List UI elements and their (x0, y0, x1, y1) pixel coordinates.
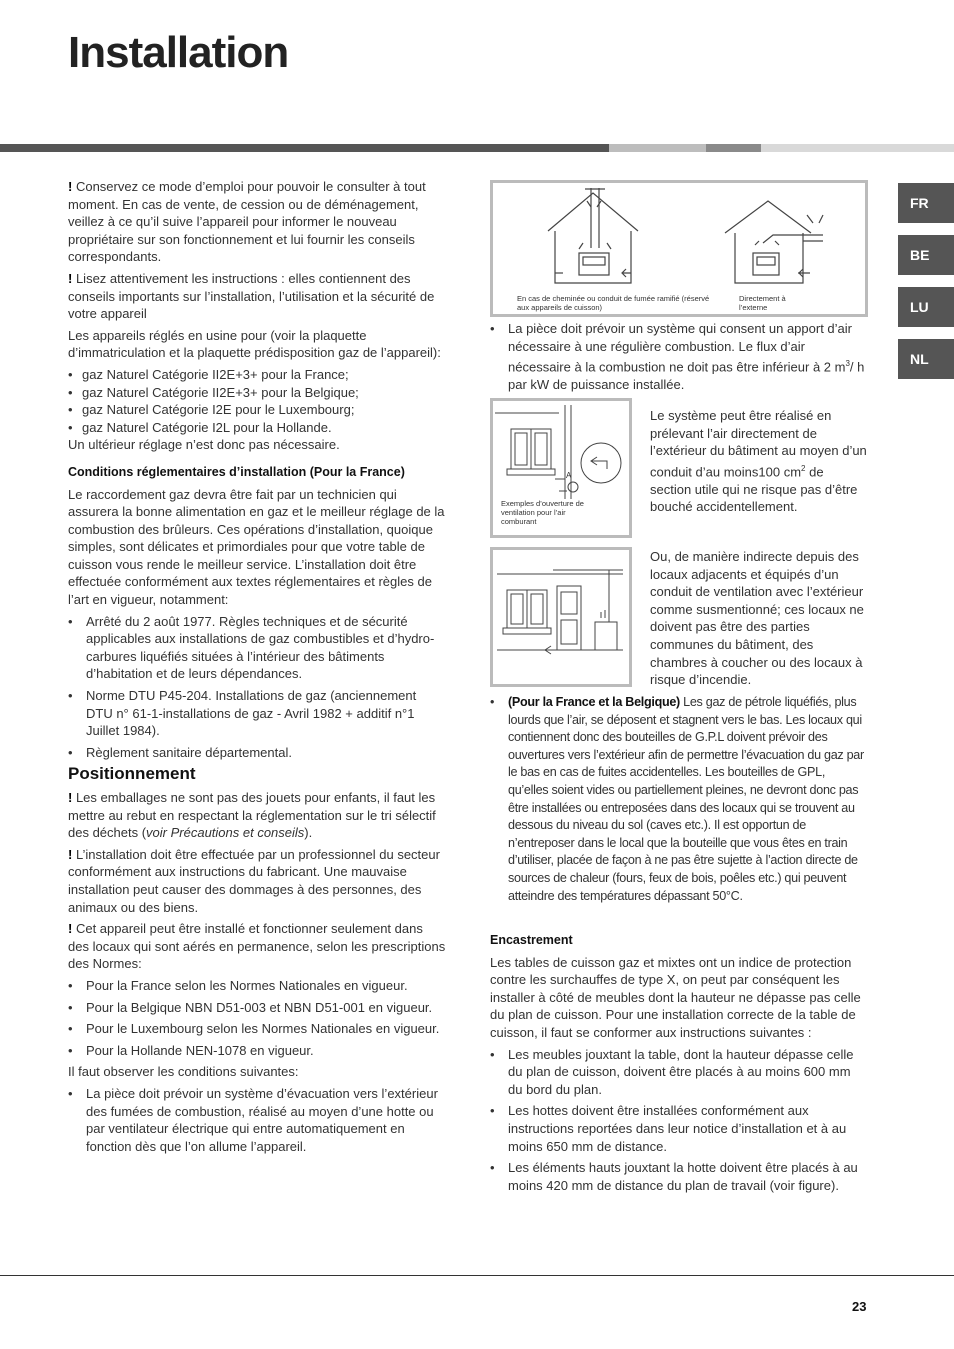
paragraph: ! Les emballages ne sont pas des jouets pour enfants, il faut les mettre au rebut en respectant la réglementation sur le tri sélectif des déchets (voir Précautions et conseils). (68, 790, 436, 841)
list-item: • Règlement sanitaire départemental. (68, 744, 446, 762)
warning-mark: ! (68, 846, 73, 862)
paragraph: Les appareils réglés en usine pour (voir la plaquette d’immatriculation et la plaquette prédisposition gaz de l’appareil): (68, 327, 441, 361)
list-item: • La pièce doit prévoir un système d’évacuation vers l’extérieur des fumées de combustion, réalisé au moyen d’une hotte ou par ventilateur électrique qui entre automatiquement en fonction dès que l’on allume l’appareil. (68, 1085, 446, 1155)
paragraph: ! Cet appareil peut être installé et fonctionner seulement dans des locaux qui sont aérés en permanence, selon les prescriptions des Normes: (68, 921, 446, 972)
language-tab-fr[interactable]: FR (898, 183, 954, 223)
paragraph: Les tables de cuisson gaz et mixtes ont un indice de protection contre les surchauffes de type X, on peut par conséquent les installer à côté de meubles dont la hauteur ne dépasse pas celle du plan de cuisson. Pour une installation correcte de la table de cuisson, il faut se conformer aux instructions suivantes : (490, 954, 861, 1040)
header-rule (609, 144, 706, 152)
gpl-list (490, 694, 868, 905)
figure-ventilation-opening (490, 398, 632, 538)
paragraph: ! Conservez ce mode d’emploi pour pouvoir le consulter à tout moment. En cas de vente, de cession ou de déménagement, veillez à ce qu’il suive l’appareil pour informer le nouveau propriétaire sur son fonctionnement et lui fournir les conseils correspondants. (68, 179, 426, 265)
list-item: • Arrêté du 2 août 1977. Règles techniques et de sécurité applicables aux installations de gaz combustibles et d’hydro-carbures liquéfiés situées à l’intérieur des bâtiments d’habitation et de leurs dépendances. (68, 613, 446, 683)
list-item: • gaz Naturel Catégorie II2E+3+ pour la France; (68, 366, 446, 384)
warning-mark: ! (68, 790, 73, 805)
list-item: • Les meubles jouxtant la table, dont la hauteur dépasse celle du plan de cuisson, doivent être placés à au moins 600 mm du bord du plan. (490, 1046, 868, 1099)
encastrement-list (490, 1046, 868, 1195)
list-item: • Pour le Luxembourg selon les Normes Nationales en vigueur. (68, 1020, 446, 1038)
air-supply-text (490, 320, 868, 398)
page-number: 23 (852, 1299, 867, 1314)
encastrement-section (490, 932, 868, 1198)
figure-caption: Exemples d’ouverture de ventilation pour l’air comburant (501, 499, 584, 526)
header-rule (0, 144, 609, 152)
warning-mark: ! (68, 270, 73, 286)
figure-chimney-ventilation (490, 180, 868, 317)
list-item: • Pour la France selon les Normes Nationales en vigueur. (68, 977, 446, 995)
figure-caption: Directement à l’externe (739, 294, 786, 312)
footer-rule (0, 1275, 954, 1276)
header-rule (761, 144, 954, 152)
figure-caption: En cas de cheminée ou conduit de fumée ramifié (réservé aux appareils de cuisson) (517, 294, 710, 312)
figure-adjacent-room (490, 547, 632, 687)
norms-list (68, 977, 446, 1059)
paragraph: Il faut observer les conditions suivantes: (68, 1064, 299, 1080)
list-item: • La pièce doit prévoir un système qui consent un apport d’air nécessaire à une régulière combustion. Le flux d’air nécessaire à la combustion ne doit pas être inférieur à 2 $m^3/$ h par kW de puissance installée. (490, 320, 868, 394)
left-column (68, 178, 446, 1159)
side-text: Ou, de manière indirecte depuis des locaux adjacents et équipés d’un conduit de ventilation avec l’extérieur comme susmentionné; ces locaux ne doivent pas être des parties communes du bâtiment, des chambres à coucher ou des locaux à risque d’incendie. (650, 549, 864, 688)
warning-mark: ! (68, 179, 73, 194)
language-tab-lu[interactable]: LU (898, 287, 954, 327)
section-heading: Conditions réglementaires d’installation (Pour la France) (68, 464, 405, 479)
language-tab-nl[interactable]: NL (898, 339, 954, 379)
list-item: • Les hottes doivent être installées conformément aux instructions reportées dans leur notice d’installation et à au moins 650 mm de distance. (490, 1102, 868, 1155)
warning-mark: ! (68, 921, 73, 937)
gpl-text (490, 694, 868, 909)
rules-list (68, 613, 446, 762)
air-list (490, 320, 868, 394)
list-item: • gaz Naturel Catégorie II2E+3+ pour la Belgique; (68, 384, 446, 402)
page-title: Installation (68, 28, 289, 77)
conditions-list (68, 1085, 446, 1155)
list-item: • Norme DTU P45-204. Installations de gaz (anciennement DTU n° 61-1-installations de gaz - Avril 1982 + additif n°1 Juillet 1984). (68, 687, 446, 740)
paragraph: Le raccordement gaz devra être fait par un technicien qui assurera la bonne alimentation en gaz et le meilleur réglage de la combustion des brûleurs. Ces opérations d’installation, quoique simples, sont délicates et primordiales pour que votre table de cuisson vous rende le meilleur service. L’installation doit être effectuée conformément aux textes réglementaires et règles de l’art en vigueur, notamment: (68, 486, 445, 608)
section-heading: Positionnement (68, 764, 196, 784)
list-item: • gaz Naturel Catégorie I2E pour le Luxembourg; (68, 401, 446, 419)
list-item: • (Pour la France et la Belgique) Les gaz de pétrole liquéfiés, plus lourds que l’air, se déposent et stagnent vers le bas. Les locaux qui contiennent donc des bouteilles de G.P.L doivent prévoir des ouvertures vers l’extérieur afin de permettre l’évacuation du gaz par le bas en cas de fuites accidentelles. Les bouteilles de GPL, qu’elles soient vides ou partiellement pleines, ne devront donc pas être installées ou entreposées dans des locaux qui se trouvent au dessous du niveau du sol (caves etc.). Il est opportun de n’entreposer dans le local que la bouteille que vous êtes en train d’utiliser, placée de façon à ne pas être sujette à l’action directe de sources de chaleur (fours, feux de bois, poêles etc.) qui peuvent atteindre des températures dépassant 50°C. (490, 694, 868, 905)
language-tab-be[interactable]: BE (898, 235, 954, 275)
gas-list (68, 366, 446, 436)
header-rule (706, 144, 761, 152)
figure-label: A (566, 471, 572, 480)
paragraph: ! L’installation doit être effectuée par un professionnel du secteur conformément aux instructions du fabricant. Une mauvaise installation peut causer des dommages à des personnes, des animaux ou des biens. (68, 846, 440, 915)
list-item: • Pour la Hollande NEN-1078 en vigueur. (68, 1042, 446, 1060)
adjacent-room-illustration (493, 550, 629, 684)
paragraph: ! Lisez attentivement les instructions : elles contiennent des conseils importants sur l’installation, l’utilisation et la sécurité de votre appareil (68, 270, 435, 322)
section-heading: Encastrement (490, 933, 573, 947)
list-item: • Pour la Belgique NBN D51-003 et NBN D51-001 en vigueur. (68, 999, 446, 1017)
list-item: • Les éléments hauts jouxtant la hotte doivent être placés à au moins 420 mm de distance du plan de travail (voir figure). (490, 1159, 868, 1194)
list-item: • gaz Naturel Catégorie I2L pour la Hollande. (68, 419, 446, 437)
paragraph: Un ultérieur réglage n’est donc pas nécessaire. (68, 437, 340, 453)
side-text: Le système peut être réalisé en prélevant l’air directement de l’extérieur du bâtiment au moyen d’un conduit d’au moins100 $cm^2$ de section utile qui ne risque pas d’être bouché accidentellement. (650, 408, 867, 515)
